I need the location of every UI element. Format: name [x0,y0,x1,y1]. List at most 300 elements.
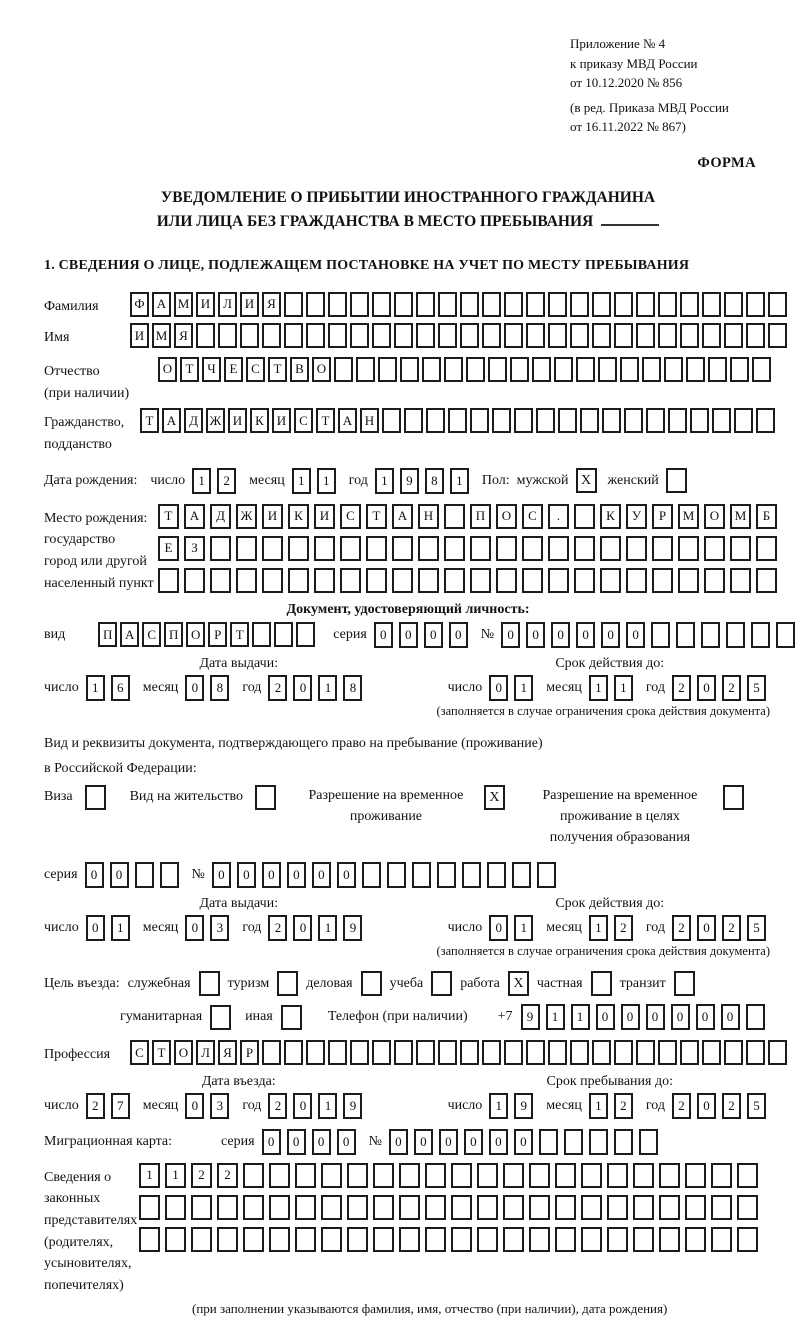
form-cell[interactable] [139,1227,160,1252]
form-cell[interactable] [210,536,231,561]
form-cell[interactable] [470,536,491,561]
form-cell[interactable] [600,536,621,561]
form-cell[interactable]: 0 [424,622,443,648]
form-cell[interactable]: 0 [312,862,331,888]
form-cell[interactable] [529,1227,550,1252]
form-cell[interactable]: И [272,408,291,433]
form-cell[interactable]: 8 [210,675,229,701]
form-cell[interactable] [598,357,617,382]
form-cell[interactable] [477,1195,498,1220]
form-cell[interactable]: П [98,622,117,647]
form-cell[interactable] [382,408,401,433]
form-cell[interactable] [269,1227,290,1252]
form-cell[interactable]: И [130,323,149,348]
form-cell[interactable] [262,1040,281,1065]
form-cell[interactable] [570,1040,589,1065]
form-cell[interactable] [470,408,489,433]
form-cell[interactable] [269,1195,290,1220]
form-cell[interactable] [378,357,397,382]
form-cell[interactable] [730,568,751,593]
form-cell[interactable] [756,408,775,433]
form-cell[interactable]: Р [652,504,673,529]
form-cell[interactable] [482,323,501,348]
form-cell[interactable] [548,323,567,348]
form-cell[interactable] [574,504,595,529]
form-cell[interactable] [737,1163,758,1188]
form-cell[interactable] [607,1195,628,1220]
temp-residence-edu-checkbox[interactable] [723,785,744,810]
form-cell[interactable] [416,323,435,348]
form-cell[interactable]: 1 [589,1093,608,1119]
form-cell[interactable] [328,323,347,348]
form-cell[interactable]: Р [208,622,227,647]
gender-female-checkbox[interactable] [666,468,687,493]
form-cell[interactable] [537,862,556,888]
form-cell[interactable] [734,408,753,433]
form-cell[interactable]: А [120,622,139,647]
form-cell[interactable] [737,1195,758,1220]
form-cell[interactable] [592,1040,611,1065]
form-cell[interactable] [284,1040,303,1065]
form-cell[interactable] [678,568,699,593]
form-cell[interactable]: С [142,622,161,647]
form-cell[interactable]: Я [174,323,193,348]
form-cell[interactable]: 3 [210,915,229,941]
form-cell[interactable] [746,1004,765,1030]
form-cell[interactable]: 0 [439,1129,458,1155]
form-cell[interactable] [620,357,639,382]
form-cell[interactable]: И [196,292,215,317]
form-cell[interactable] [160,862,179,888]
form-cell[interactable] [321,1195,342,1220]
form-cell[interactable]: 2 [217,468,236,494]
form-cell[interactable]: Е [158,536,179,561]
form-cell[interactable] [487,862,506,888]
form-cell[interactable]: 0 [293,915,312,941]
form-cell[interactable]: 0 [697,915,716,941]
form-cell[interactable]: М [152,323,171,348]
form-cell[interactable]: 0 [489,675,508,701]
form-cell[interactable] [460,1040,479,1065]
form-cell[interactable] [589,1129,608,1155]
purpose-official-checkbox[interactable] [199,971,220,996]
form-cell[interactable] [165,1227,186,1252]
form-cell[interactable] [462,862,481,888]
form-cell[interactable] [394,1040,413,1065]
form-cell[interactable]: О [704,504,725,529]
form-cell[interactable] [614,1040,633,1065]
form-cell[interactable]: Т [316,408,335,433]
form-cell[interactable]: С [340,504,361,529]
form-cell[interactable] [135,862,154,888]
form-cell[interactable]: И [262,504,283,529]
form-cell[interactable] [768,292,787,317]
form-cell[interactable]: Н [418,504,439,529]
form-cell[interactable] [548,568,569,593]
form-cell[interactable] [165,1195,186,1220]
form-cell[interactable]: 9 [514,1093,533,1119]
form-cell[interactable] [362,862,381,888]
form-cell[interactable]: 0 [514,1129,533,1155]
form-cell[interactable] [555,1227,576,1252]
form-cell[interactable] [581,1195,602,1220]
purpose-private-checkbox[interactable] [591,971,612,996]
form-cell[interactable] [488,357,507,382]
form-cell[interactable] [711,1163,732,1188]
form-cell[interactable] [328,1040,347,1065]
form-cell[interactable]: 0 [551,622,570,648]
form-cell[interactable] [496,568,517,593]
purpose-business-checkbox[interactable] [361,971,382,996]
form-cell[interactable]: 1 [192,468,211,494]
form-cell[interactable] [416,1040,435,1065]
form-cell[interactable]: Т [140,408,159,433]
form-cell[interactable]: 2 [722,1093,741,1119]
form-cell[interactable] [680,1040,699,1065]
form-cell[interactable] [418,536,439,561]
form-cell[interactable] [664,357,683,382]
form-cell[interactable] [607,1163,628,1188]
form-cell[interactable] [600,568,621,593]
form-cell[interactable] [350,292,369,317]
form-cell[interactable] [425,1195,446,1220]
form-cell[interactable]: М [174,292,193,317]
form-cell[interactable] [701,622,720,648]
form-cell[interactable]: 0 [110,862,129,888]
form-cell[interactable] [659,1163,680,1188]
form-cell[interactable] [726,622,745,648]
form-cell[interactable] [704,568,725,593]
form-cell[interactable] [392,536,413,561]
form-cell[interactable]: 1 [514,675,533,701]
form-cell[interactable] [570,323,589,348]
form-cell[interactable] [350,1040,369,1065]
form-cell[interactable] [554,357,573,382]
form-cell[interactable]: 1 [450,468,469,494]
form-cell[interactable]: Я [262,292,281,317]
form-cell[interactable]: С [522,504,543,529]
form-cell[interactable] [496,536,517,561]
form-cell[interactable]: 0 [489,1129,508,1155]
form-cell[interactable]: 0 [721,1004,740,1030]
form-cell[interactable] [460,323,479,348]
form-cell[interactable]: 8 [343,675,362,701]
form-cell[interactable] [448,408,467,433]
form-cell[interactable] [576,357,595,382]
form-cell[interactable] [373,1195,394,1220]
form-cell[interactable] [652,568,673,593]
form-cell[interactable] [196,323,215,348]
form-cell[interactable]: Т [152,1040,171,1065]
form-cell[interactable] [768,323,787,348]
residence-permit-checkbox[interactable] [255,785,276,810]
form-cell[interactable] [642,357,661,382]
form-cell[interactable] [646,408,665,433]
form-cell[interactable] [372,323,391,348]
form-cell[interactable] [444,357,463,382]
form-cell[interactable] [711,1195,732,1220]
form-cell[interactable] [570,292,589,317]
form-cell[interactable] [529,1195,550,1220]
form-cell[interactable]: 5 [747,915,766,941]
form-cell[interactable] [678,536,699,561]
form-cell[interactable]: 5 [747,1093,766,1119]
form-cell[interactable]: 0 [293,675,312,701]
form-cell[interactable] [470,568,491,593]
form-cell[interactable] [510,357,529,382]
form-cell[interactable]: 2 [614,915,633,941]
form-cell[interactable] [451,1227,472,1252]
form-cell[interactable] [274,622,293,647]
form-cell[interactable] [191,1195,212,1220]
form-cell[interactable] [373,1227,394,1252]
form-cell[interactable]: 0 [601,622,620,648]
form-cell[interactable] [477,1163,498,1188]
form-cell[interactable]: 0 [293,1093,312,1119]
form-cell[interactable]: 1 [571,1004,590,1030]
form-cell[interactable] [340,568,361,593]
form-cell[interactable] [404,408,423,433]
form-cell[interactable]: А [162,408,181,433]
form-cell[interactable]: 2 [672,915,691,941]
form-cell[interactable]: Т [366,504,387,529]
form-cell[interactable] [639,1129,658,1155]
form-cell[interactable]: 2 [191,1163,212,1188]
form-cell[interactable]: 0 [389,1129,408,1155]
form-cell[interactable] [366,568,387,593]
form-cell[interactable]: 1 [589,675,608,701]
form-cell[interactable]: 1 [111,915,130,941]
form-cell[interactable]: Ф [130,292,149,317]
form-cell[interactable] [558,408,577,433]
form-cell[interactable] [708,357,727,382]
form-cell[interactable] [526,323,545,348]
form-cell[interactable] [347,1227,368,1252]
form-cell[interactable]: Е [224,357,243,382]
form-cell[interactable]: 0 [576,622,595,648]
form-cell[interactable]: 1 [514,915,533,941]
form-cell[interactable]: 0 [489,915,508,941]
form-cell[interactable]: У [626,504,647,529]
form-cell[interactable] [412,862,431,888]
form-cell[interactable] [392,568,413,593]
form-cell[interactable] [373,1163,394,1188]
form-cell[interactable]: М [730,504,751,529]
form-cell[interactable] [347,1195,368,1220]
form-cell[interactable] [522,568,543,593]
form-cell[interactable] [243,1163,264,1188]
form-cell[interactable] [614,1129,633,1155]
form-cell[interactable] [504,292,523,317]
form-cell[interactable] [262,323,281,348]
form-cell[interactable]: 0 [621,1004,640,1030]
form-cell[interactable] [356,357,375,382]
form-cell[interactable]: 0 [237,862,256,888]
form-cell[interactable] [712,408,731,433]
form-cell[interactable]: Я [218,1040,237,1065]
form-cell[interactable] [295,1195,316,1220]
form-cell[interactable] [746,323,765,348]
form-cell[interactable] [236,536,257,561]
form-cell[interactable] [529,1163,550,1188]
form-cell[interactable]: 0 [337,1129,356,1155]
form-cell[interactable] [158,568,179,593]
form-cell[interactable]: 2 [268,915,287,941]
form-cell[interactable] [711,1227,732,1252]
form-cell[interactable] [372,1040,391,1065]
form-cell[interactable] [626,568,647,593]
form-cell[interactable] [418,568,439,593]
form-cell[interactable]: Ч [202,357,221,382]
form-cell[interactable] [321,1227,342,1252]
form-cell[interactable] [314,536,335,561]
form-cell[interactable]: Л [218,292,237,317]
form-cell[interactable]: Т [268,357,287,382]
form-cell[interactable] [676,622,695,648]
form-cell[interactable] [636,1040,655,1065]
form-cell[interactable] [503,1195,524,1220]
form-cell[interactable] [210,568,231,593]
form-cell[interactable]: 2 [672,1093,691,1119]
form-cell[interactable] [724,1040,743,1065]
form-cell[interactable]: 0 [85,862,104,888]
form-cell[interactable]: О [186,622,205,647]
form-cell[interactable] [306,1040,325,1065]
form-cell[interactable] [592,292,611,317]
form-cell[interactable] [564,1129,583,1155]
form-cell[interactable] [366,536,387,561]
form-cell[interactable] [658,292,677,317]
form-cell[interactable]: 0 [697,675,716,701]
form-cell[interactable]: Д [210,504,231,529]
form-cell[interactable] [218,323,237,348]
form-cell[interactable] [451,1195,472,1220]
form-cell[interactable]: 2 [614,1093,633,1119]
form-cell[interactable] [262,536,283,561]
form-cell[interactable]: 1 [318,675,337,701]
form-cell[interactable] [139,1195,160,1220]
form-cell[interactable] [659,1195,680,1220]
form-cell[interactable]: 8 [425,468,444,494]
form-cell[interactable]: О [312,357,331,382]
temp-residence-checkbox[interactable]: X [484,785,505,810]
form-cell[interactable]: 0 [185,1093,204,1119]
form-cell[interactable]: Н [360,408,379,433]
form-cell[interactable] [756,536,777,561]
form-cell[interactable] [685,1163,706,1188]
form-cell[interactable]: 0 [212,862,231,888]
form-cell[interactable]: 1 [139,1163,160,1188]
form-cell[interactable]: 2 [672,675,691,701]
form-cell[interactable]: И [240,292,259,317]
form-cell[interactable] [321,1163,342,1188]
form-cell[interactable] [399,1227,420,1252]
form-cell[interactable] [539,1129,558,1155]
form-cell[interactable] [626,536,647,561]
form-cell[interactable]: 0 [185,915,204,941]
form-cell[interactable] [394,292,413,317]
form-cell[interactable]: 1 [318,1093,337,1119]
purpose-tourism-checkbox[interactable] [277,971,298,996]
form-cell[interactable]: 2 [268,675,287,701]
form-cell[interactable]: 0 [287,862,306,888]
form-cell[interactable] [236,568,257,593]
form-cell[interactable]: 1 [317,468,336,494]
form-cell[interactable]: 0 [262,1129,281,1155]
form-cell[interactable]: 1 [375,468,394,494]
form-cell[interactable] [466,357,485,382]
form-cell[interactable]: 3 [210,1093,229,1119]
form-cell[interactable]: П [164,622,183,647]
form-cell[interactable] [444,568,465,593]
form-cell[interactable] [614,323,633,348]
form-cell[interactable]: К [288,504,309,529]
form-cell[interactable]: 1 [546,1004,565,1030]
form-cell[interactable]: 0 [626,622,645,648]
form-cell[interactable]: 1 [292,468,311,494]
form-cell[interactable] [522,536,543,561]
form-cell[interactable] [184,568,205,593]
form-cell[interactable] [702,1040,721,1065]
form-cell[interactable] [659,1227,680,1252]
form-cell[interactable] [191,1227,212,1252]
form-cell[interactable]: С [130,1040,149,1065]
form-cell[interactable]: О [174,1040,193,1065]
form-cell[interactable] [685,1227,706,1252]
form-cell[interactable] [658,323,677,348]
form-cell[interactable]: 0 [646,1004,665,1030]
form-cell[interactable] [730,357,749,382]
form-cell[interactable]: Л [196,1040,215,1065]
form-cell[interactable] [269,1163,290,1188]
form-cell[interactable] [426,408,445,433]
form-cell[interactable]: И [314,504,335,529]
form-cell[interactable]: 0 [596,1004,615,1030]
form-cell[interactable]: 9 [343,1093,362,1119]
form-cell[interactable]: М [678,504,699,529]
form-cell[interactable] [704,536,725,561]
form-cell[interactable]: 0 [312,1129,331,1155]
form-cell[interactable] [724,323,743,348]
form-cell[interactable] [602,408,621,433]
form-cell[interactable]: А [392,504,413,529]
form-cell[interactable]: 0 [696,1004,715,1030]
form-cell[interactable] [633,1163,654,1188]
form-cell[interactable] [306,323,325,348]
form-cell[interactable] [536,408,555,433]
form-cell[interactable]: В [290,357,309,382]
form-cell[interactable] [614,292,633,317]
form-cell[interactable] [504,1040,523,1065]
form-cell[interactable] [295,1227,316,1252]
form-cell[interactable] [730,536,751,561]
form-cell[interactable]: П [470,504,491,529]
form-cell[interactable] [702,292,721,317]
form-cell[interactable] [400,357,419,382]
form-cell[interactable] [492,408,511,433]
form-cell[interactable]: 0 [86,915,105,941]
form-cell[interactable] [372,292,391,317]
form-cell[interactable] [624,408,643,433]
form-cell[interactable]: 7 [111,1093,130,1119]
form-cell[interactable] [776,622,795,648]
form-cell[interactable] [340,536,361,561]
form-cell[interactable]: О [496,504,517,529]
form-cell[interactable]: 0 [414,1129,433,1155]
form-cell[interactable] [399,1163,420,1188]
form-cell[interactable]: 0 [697,1093,716,1119]
form-cell[interactable] [243,1227,264,1252]
